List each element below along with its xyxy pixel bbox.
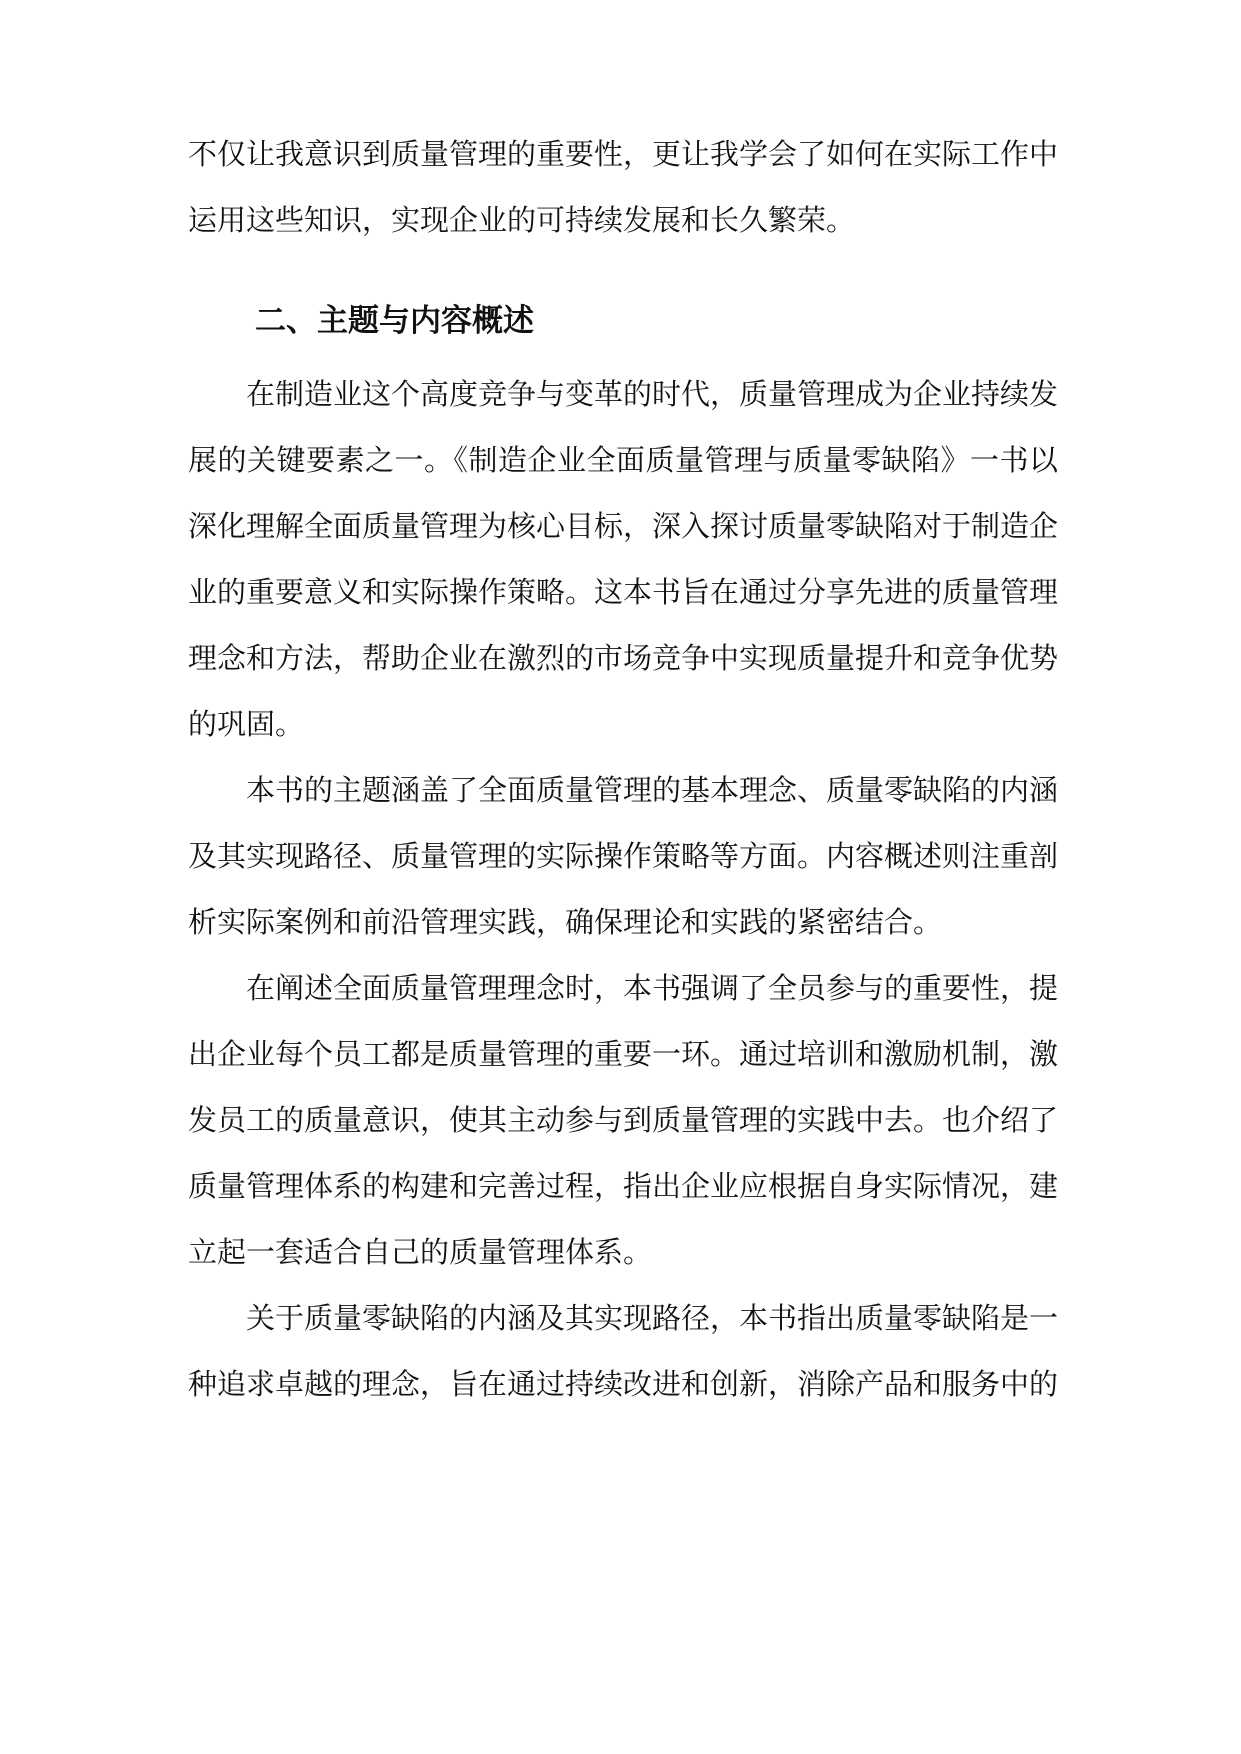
paragraph-4-line: 种追求卓越的理念，旨在通过持续改进和创新，消除产品和服务中的 <box>188 1367 1059 1401</box>
paragraph-1-line: 理念和方法，帮助企业在激烈的市场竞争中实现质量提升和竞争优势 <box>188 641 1059 675</box>
paragraph-3-line: 出企业每个员工都是质量管理的重要一环。通过培训和激励机制，激 <box>188 1037 1059 1071</box>
paragraph-1-line: 深化理解全面质量管理为核心目标，深入探讨质量零缺陷对于制造企 <box>188 509 1059 543</box>
paragraph-2-line: 本书的主题涵盖了全面质量管理的基本理念、质量零缺陷的内涵 <box>246 773 1059 807</box>
paragraph-2-line: 及其实现路径、质量管理的实际操作策略等方面。内容概述则注重剖 <box>188 839 1059 873</box>
paragraph-1-line: 的巩固。 <box>188 707 305 741</box>
paragraph-4-line: 关于质量零缺陷的内涵及其实现路径，本书指出质量零缺陷是一 <box>246 1301 1059 1335</box>
text-line: 运用这些知识，实现企业的可持续发展和长久繁荣。 <box>188 203 856 237</box>
paragraph-3-line: 发员工的质量意识，使其主动参与到质量管理的实践中去。也介绍了 <box>188 1103 1059 1137</box>
paragraph-1-line: 展的关键要素之一。《制造企业全面质量管理与质量零缺陷》一书以 <box>188 443 1058 477</box>
section-heading: 二、主题与内容概述 <box>255 303 534 339</box>
paragraph-1-line: 业的重要意义和实际操作策略。这本书旨在通过分享先进的质量管理 <box>188 575 1059 609</box>
paragraph-3-line: 立起一套适合自己的质量管理体系。 <box>188 1235 653 1269</box>
paragraph-3-line: 在阐述全面质量管理理念时，本书强调了全员参与的重要性，提 <box>246 971 1059 1005</box>
paragraph-3-line: 质量管理体系的构建和完善过程，指出企业应根据自身实际情况，建 <box>188 1169 1059 1203</box>
paragraph-2-line: 析实际案例和前沿管理实践，确保理论和实践的紧密结合。 <box>188 905 943 939</box>
paragraph-1-line: 在制造业这个高度竞争与变革的时代，质量管理成为企业持续发 <box>246 377 1059 411</box>
text-line: 不仅让我意识到质量管理的重要性，更让我学会了如何在实际工作中 <box>188 137 1059 171</box>
